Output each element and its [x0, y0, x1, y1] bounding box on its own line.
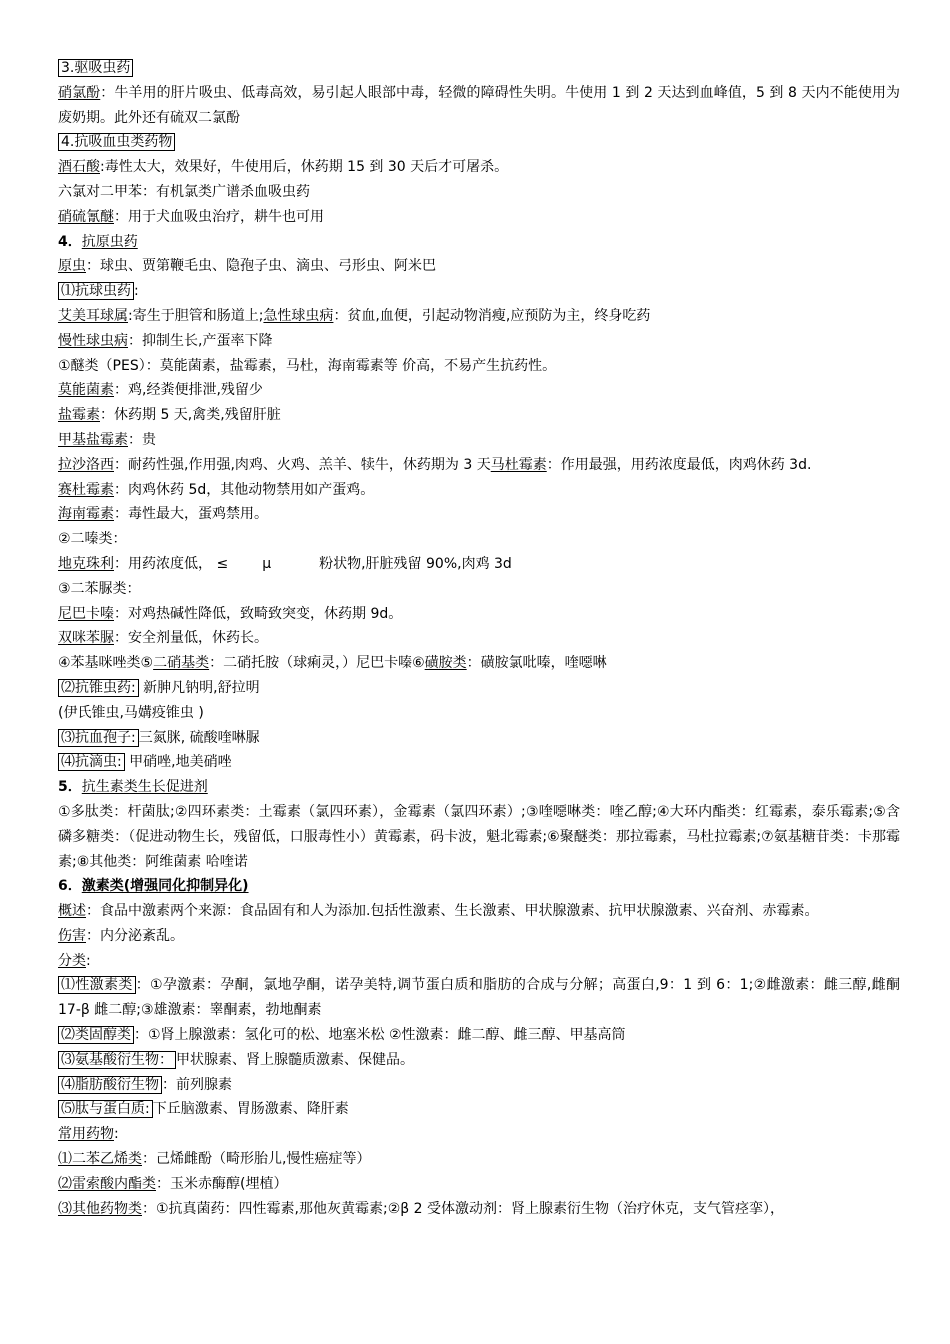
text-run: ：鸡,经粪便排泄,残留少 — [114, 382, 263, 399]
underlined-term: 地克珠利 — [58, 555, 114, 572]
underlined-term: 磺胺类 — [424, 655, 467, 672]
text-run: ：玉米赤酶醇(埋植） — [156, 1175, 288, 1192]
text-line-l8 — [58, 254, 900, 279]
text-run: ：牛羊用的肝片吸虫、低毒高效，易引起人眼部中毒，轻微的障碍性失明。牛使用 1 到 2 天达到血峰值，5 到 8 天内不能使用为废奶期。此外还有硫双二氯酚 — [58, 84, 900, 126]
text-line-l12 — [58, 354, 900, 379]
text-run: : — [134, 283, 139, 300]
underlined-term: 盐霉素 — [58, 407, 100, 424]
boxed-heading: ⑵抗锥虫药: — [58, 679, 139, 697]
text-run: ②二嗪类： — [58, 531, 127, 548]
text-line-l9 — [58, 279, 900, 304]
text-run: ：①孕激素：孕酮，氯地孕酮，诺孕美特,调节蛋白质和脂肪的合成与分解；高蛋白,9：1 到 6：1;②雌激素：雌三醇,雌酮 17-β 雌二醇;③雄激素：睾酮素，勃地酮素 — [58, 977, 900, 1019]
text-run: 下丘脑激素、胃肠激素、降肝素 — [152, 1101, 349, 1118]
text-line-l13 — [58, 378, 900, 403]
text-run: ③二苯脲类： — [58, 580, 141, 597]
text-run: ：内分泌紊乱。 — [86, 927, 184, 944]
underlined-term: 原虫 — [58, 258, 86, 275]
text-run: 新胂凡钠明,舒拉明 — [138, 679, 260, 696]
text-run: ：用药浓度低， ≤ — [114, 555, 229, 572]
text-line-l42 — [58, 1172, 900, 1197]
text-run: 甲硝唑,地美硝唑 — [124, 754, 232, 771]
text-line-l30 — [58, 800, 900, 874]
text-line-l24 — [58, 651, 900, 676]
text-line-l40 — [58, 1122, 900, 1147]
text-run: 4． — [58, 233, 82, 250]
underlined-term: 马杜霉素 — [490, 456, 547, 473]
text-run: 粉状物,肝脏残留 90%,肉鸡 3d — [319, 555, 512, 572]
text-run: ：球虫、贾第鞭毛虫、隐孢子虫、滴虫、弓形虫、阿米巴 — [86, 258, 436, 275]
underlined-term: 慢性球虫病 — [58, 332, 128, 349]
underlined-term: ⑴二苯乙烯类 — [58, 1151, 142, 1168]
underlined-term: 双咪苯脲 — [58, 630, 114, 647]
text-run: 六氯对二甲苯：有机氯类广谱杀血吸虫药 — [58, 183, 310, 200]
text-run: ：毒性最大，蛋鸡禁用。 — [114, 506, 268, 523]
text-run: ：贵 — [128, 431, 156, 448]
text-run: ：贫血,血便，引起动物消瘦,应预防为主，终身吃药 — [333, 307, 651, 324]
text-run: 三氮脒, 硫酸喹啉脲 — [138, 729, 260, 746]
boxed-heading: ⑴性激素类 — [58, 976, 136, 994]
text-run: ：用于犬血吸虫治疗，耕牛也可用 — [114, 208, 324, 225]
text-line-l41 — [58, 1147, 900, 1172]
text-run: ：己烯雌酚（畸形胎儿,慢性癌症等） — [142, 1151, 371, 1168]
boxed-heading: ⑶氨基酸衍生物： — [58, 1051, 176, 1069]
text-line-l35 — [58, 973, 900, 1023]
underlined-term: 酒石酸 — [58, 159, 100, 176]
text-line-l27 — [58, 726, 900, 751]
text-line-l38 — [58, 1073, 900, 1098]
text-line-l15 — [58, 428, 900, 453]
underlined-term: 急性球虫病 — [263, 307, 334, 324]
text-line-l7 — [58, 230, 900, 255]
text-run: ：肉鸡休药 5d，其他动物禁用如产蛋鸡。 — [114, 481, 375, 498]
text-run: ：作用最强，用药浓度最低，肉鸡休药 3d. — [546, 456, 812, 473]
underlined-term: 伤害 — [58, 927, 86, 944]
text-run: ①多肽类：杆菌肽;②四环素类：土霉素（氯四环素），金霉素（氯四环素）;③喹噁啉类：喹乙醇;④大环内酯类：红霉素，泰乐霉素;⑤含磷多糖类：（促进动物生长，残留低，口服毒性小）黄霉素，码卡波，魁北霉素;⑥聚醚类：那拉霉素，马杜拉霉素;⑦氨基糖苷类：卡那霉素;⑧其他类：阿维菌素 哈喹诺 — [58, 803, 900, 870]
underlined-term: 海南霉素 — [58, 506, 114, 523]
text-line-l20 — [58, 552, 900, 577]
text-line-l23 — [58, 626, 900, 651]
text-line-l37 — [58, 1048, 900, 1073]
text-run: : — [86, 952, 91, 969]
text-line-l10 — [58, 304, 900, 329]
text-run: 6． — [58, 878, 82, 895]
underlined-term: 抗生素类生长促进剂 — [81, 779, 208, 796]
text-line-l18 — [58, 502, 900, 527]
text-run: ：安全剂量低，休药长。 — [114, 630, 268, 647]
underlined-term: ⑵雷索酸内酯类 — [58, 1175, 156, 1192]
text-run: (伊氏锥虫,马媾疫锥虫 ) — [58, 704, 204, 721]
text-run: ：①抗真菌药：四性霉素,那他灰黄霉素;②β 2 受体激动剂：肾上腺素衍生物（治疗休克，支气管痉挛）， — [142, 1200, 785, 1217]
text-line-l22 — [58, 602, 900, 627]
text-run: ：抑制生长,产蛋率下降 — [128, 332, 273, 349]
text-run: ①醚类（PES）：莫能菌素，盐霉素，马杜，海南霉素等 价高，不易产生抗药性。 — [58, 357, 557, 374]
boxed-heading: 3.驱吸虫药 — [58, 59, 133, 77]
text-line-l2 — [58, 81, 900, 131]
underlined-term: 艾美耳球属 — [58, 307, 128, 324]
boxed-heading: 4.抗吸血虫类药物 — [58, 133, 175, 151]
text-line-l25 — [58, 676, 900, 701]
text-run: ：休药期 5 天,禽类,残留肝脏 — [100, 407, 281, 424]
text-line-l43 — [58, 1197, 900, 1222]
text-run: ：对鸡热碱性降低，致畸致突变，休药期 9d。 — [114, 605, 403, 622]
text-line-l26 — [58, 701, 900, 726]
underlined-term: 抗原虫药 — [81, 233, 138, 250]
text-line-l6 — [58, 205, 900, 230]
underlined-term: 二硝基类 — [153, 655, 210, 672]
underlined-term: 分类 — [58, 952, 86, 969]
boxed-heading: ⑵类固醇类 — [58, 1026, 134, 1044]
text-line-l4 — [58, 155, 900, 180]
text-line-l17 — [58, 478, 900, 503]
text-line-l21 — [58, 577, 900, 602]
text-line-l3 — [58, 130, 900, 155]
text-line-l36 — [58, 1023, 900, 1048]
text-run: ：食品中激素两个来源：食品固有和人为添加.包括性激素、生长激素、甲状腺激素、抗甲状腺激素、兴奋剂、赤霉素。 — [86, 903, 819, 920]
boxed-heading: ⑴抗球虫药 — [58, 282, 134, 300]
underlined-term: 尼巴卡嗪 — [58, 605, 114, 622]
text-line-l29 — [58, 775, 900, 800]
text-run: ：耐药性强,作用强,肉鸡、火鸡、羔羊、犊牛，休药期为 3 天 — [114, 456, 491, 473]
underlined-term: 赛杜霉素 — [58, 481, 114, 498]
text-line-l31 — [58, 874, 900, 899]
text-run: :毒性太大，效果好，牛使用后，休药期 15 到 30 天后才可屠杀。 — [100, 159, 509, 176]
boxed-heading: ⑸肽与蛋白质: — [58, 1100, 153, 1118]
boxed-heading: ⑷脂肪酸衍生物 — [58, 1076, 162, 1094]
boxed-heading: ⑷抗滴虫: — [58, 753, 125, 771]
underlined-term: 甲基盐霉素 — [58, 431, 128, 448]
text-line-l33 — [58, 924, 900, 949]
text-line-l34 — [58, 949, 900, 974]
text-line-l11 — [58, 329, 900, 354]
text-line-l1 — [58, 56, 900, 81]
underlined-term: 硝氯酚 — [58, 84, 101, 101]
text-line-l28 — [58, 750, 900, 775]
text-line-l19 — [58, 527, 900, 552]
underlined-term: 激素类(增强同化抑制异化) — [81, 878, 249, 895]
underlined-term: ⑶其他药物类 — [58, 1200, 142, 1217]
text-run: ：①肾上腺激素：氢化可的松、地塞米松 ②性激素：雌二醇、雌三醇、甲基高筒 — [134, 1027, 626, 1044]
text-run: 甲状腺素、肾上腺髓质激素、保健品。 — [176, 1051, 414, 1068]
text-run: ：磺胺氯吡嗪，喹噁啉 — [466, 655, 607, 672]
text-line-l5 — [58, 180, 900, 205]
text-run: ：前列腺素 — [162, 1076, 232, 1093]
underlined-term: 硝硫氰醚 — [58, 208, 114, 225]
underlined-term: 拉沙洛西 — [58, 456, 114, 473]
text-run: 5． — [58, 779, 82, 796]
text-run: ：二硝托胺（球痢灵，）尼巴卡嗪⑥ — [209, 655, 425, 672]
text-line-l16 — [58, 453, 900, 478]
text-line-l39 — [58, 1097, 900, 1122]
underlined-term: 常用药物 — [58, 1126, 114, 1143]
text-run: : — [114, 1126, 119, 1143]
text-line-l14 — [58, 403, 900, 428]
text-run: μ — [262, 555, 272, 572]
underlined-term: 莫能菌素 — [58, 382, 114, 399]
text-run: :寄生于胆管和肠道上; — [128, 307, 264, 324]
boxed-heading: ⑶抗血孢子: — [58, 729, 139, 747]
underlined-term: 概述 — [58, 903, 86, 920]
text-run: ④苯基咪唑类⑤ — [58, 655, 154, 672]
text-line-l32 — [58, 899, 900, 924]
